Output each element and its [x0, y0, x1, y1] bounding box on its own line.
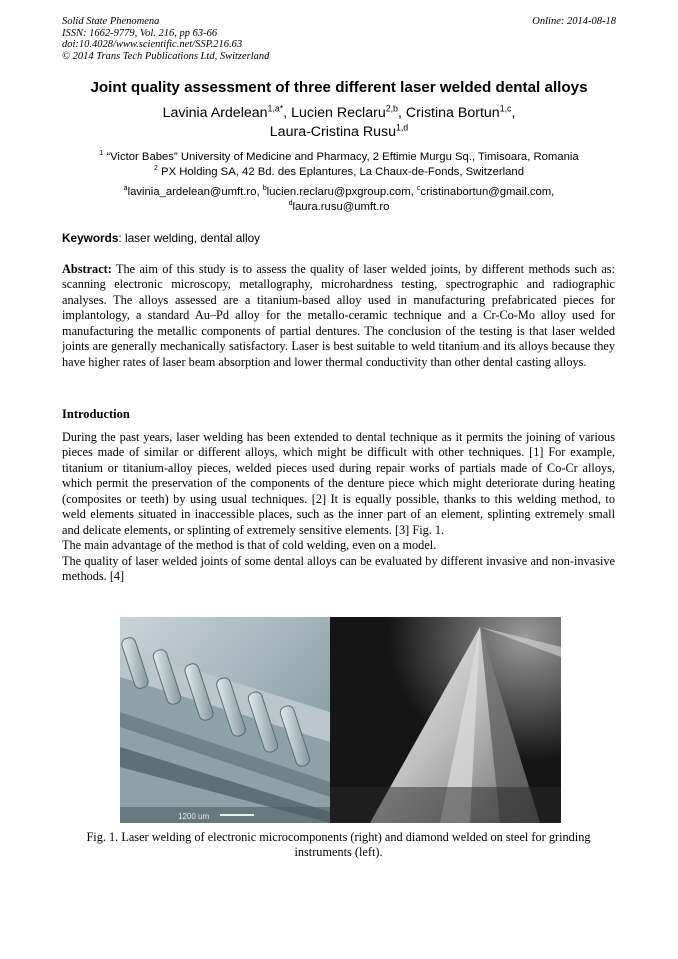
affiliation-1: $^1$ “Victor Babes” University of Medicine and Pharmacy, 2 Eftimie Murgu Sq., Timisoara, Romania	[99, 150, 579, 163]
journal-name: Solid State Phenomena	[62, 16, 160, 27]
microcomponents-illustration	[120, 617, 330, 823]
emails: $^a$lavinia_ardelean@umft.ro, $^b$lucien.reclaru@pxgroup.com, $^c$cristinabortun@gmail.com, $^d$laura.rusu@umft.ro	[123, 185, 555, 213]
email-link: lucien.reclaru@pxgroup.com,	[266, 186, 417, 198]
abstract-text: The aim of this study is to assess the quality of laser welded joints, by different methods such as: scanning electronic microscopy, metallography, microhardness testing, spectrographic and radiographic analyses. The alloys assessed are a titanium-based alloy used in manufacturing prefabricated pieces for implantology, a standard Au–Pd alloy for the metallo-ceramic technique and a Cr-Co-Mo alloy used for manufacturing the metallic components of partial dentures. The conclusion of the testing is that laser welded joints are generally mechanically satisfactory. Laser is best suitable to weld titanium and its alloys because they have higher rates of laser beam absorption and lower thermal conductivity than other dental casting alloys.	[62, 262, 615, 369]
paragraph: The main advantage of the method is that of cold welding, even on a model.	[62, 538, 437, 553]
figure-image-diamond	[330, 617, 561, 823]
diamond-illustration	[330, 617, 561, 823]
paragraph: The quality of laser welded joints of some dental alloys can be evaluated by different invasive and non-invasive methods. [4]	[62, 553, 615, 584]
keywords-text: : laser welding, dental alloy	[118, 231, 261, 245]
keywords	[62, 231, 260, 245]
keywords-label: Keywords	[62, 231, 119, 245]
author-name: Cristina Bortun	[405, 105, 500, 121]
journal-doi: doi:10.4028/www.scientific.net/SSP.216.63	[62, 39, 243, 51]
paragraph: During the past years, laser welding has been extended to dental technique as it permits the joining of various pieces made of similar or different alloys, which might be difficult with other techniques. [1] For example, titanium or titanium-alloy pieces, welded pieces used during repair works of partials made of Co-Cr alloys, which permit the preservation of the components of the denture piece which might deteriorate during heating (composites or teeth) by using usual techniques. [2] It is equally possible, thanks to this welding method, to weld elements situated in inaccessible places, such as the inner part of an element, splinting extremely small and delicate elements, or splinting of extremely sensitive elements. [3] Fig. 1.	[62, 430, 615, 537]
author-sup: 1,a*	[267, 103, 284, 114]
email-link: cristinabortun@gmail.com,	[420, 186, 555, 198]
scale-label: 1200 um	[178, 812, 210, 821]
figure-caption: Fig. 1. Laser welding of electronic microcomponents (right) and diamond welded on steel for grinding instruments (left).	[86, 830, 591, 860]
paper-title: Joint quality assessment of three different laser welded dental alloys	[90, 79, 588, 96]
author-name: Laura-Cristina Rusu	[269, 124, 396, 140]
journal-issn: ISSN: 1662-9779, Vol. 216, pp 63-66	[62, 27, 218, 39]
section-heading: Introduction	[62, 407, 130, 421]
email-link: lavinia_ardelean@umft.ro,	[127, 186, 263, 198]
abstract-label: Abstract:	[62, 262, 112, 276]
author-name: Lucien Reclaru	[291, 105, 386, 121]
author-list: Lavinia Ardelean$^{1,a*}$, Lucien Reclaru$^{2,b}$, Cristina Bortun$^{1,c}$, Laura-Cristina Rusu$^{1,d}$	[162, 103, 516, 140]
author-name: Lavinia Ardelean	[162, 105, 268, 121]
figure-1	[120, 617, 561, 823]
abstract	[62, 262, 615, 370]
author-sup: 1,d	[395, 122, 409, 133]
author-sep: ,	[283, 105, 292, 121]
introduction-body	[62, 430, 615, 585]
journal-copyright: © 2014 Trans Tech Publications Ltd, Switzerland	[62, 50, 270, 62]
scale-bar	[220, 814, 254, 816]
figure-image-microcomponents	[120, 617, 330, 823]
affiliations	[40, 150, 638, 179]
affiliation-2: $^2$ PX Holding SA, 42 Bd. des Eplantures, La Chaux-de-Fonds, Switzerland	[153, 164, 524, 178]
online-date: Online: 2014-08-18	[532, 16, 616, 27]
author-sup: 2,b	[385, 103, 398, 114]
email-link: laura.rusu@umft.ro	[292, 200, 390, 213]
author-sep: ,	[397, 105, 406, 121]
journal-header	[62, 16, 269, 62]
author-sup: 1,c	[499, 103, 512, 114]
